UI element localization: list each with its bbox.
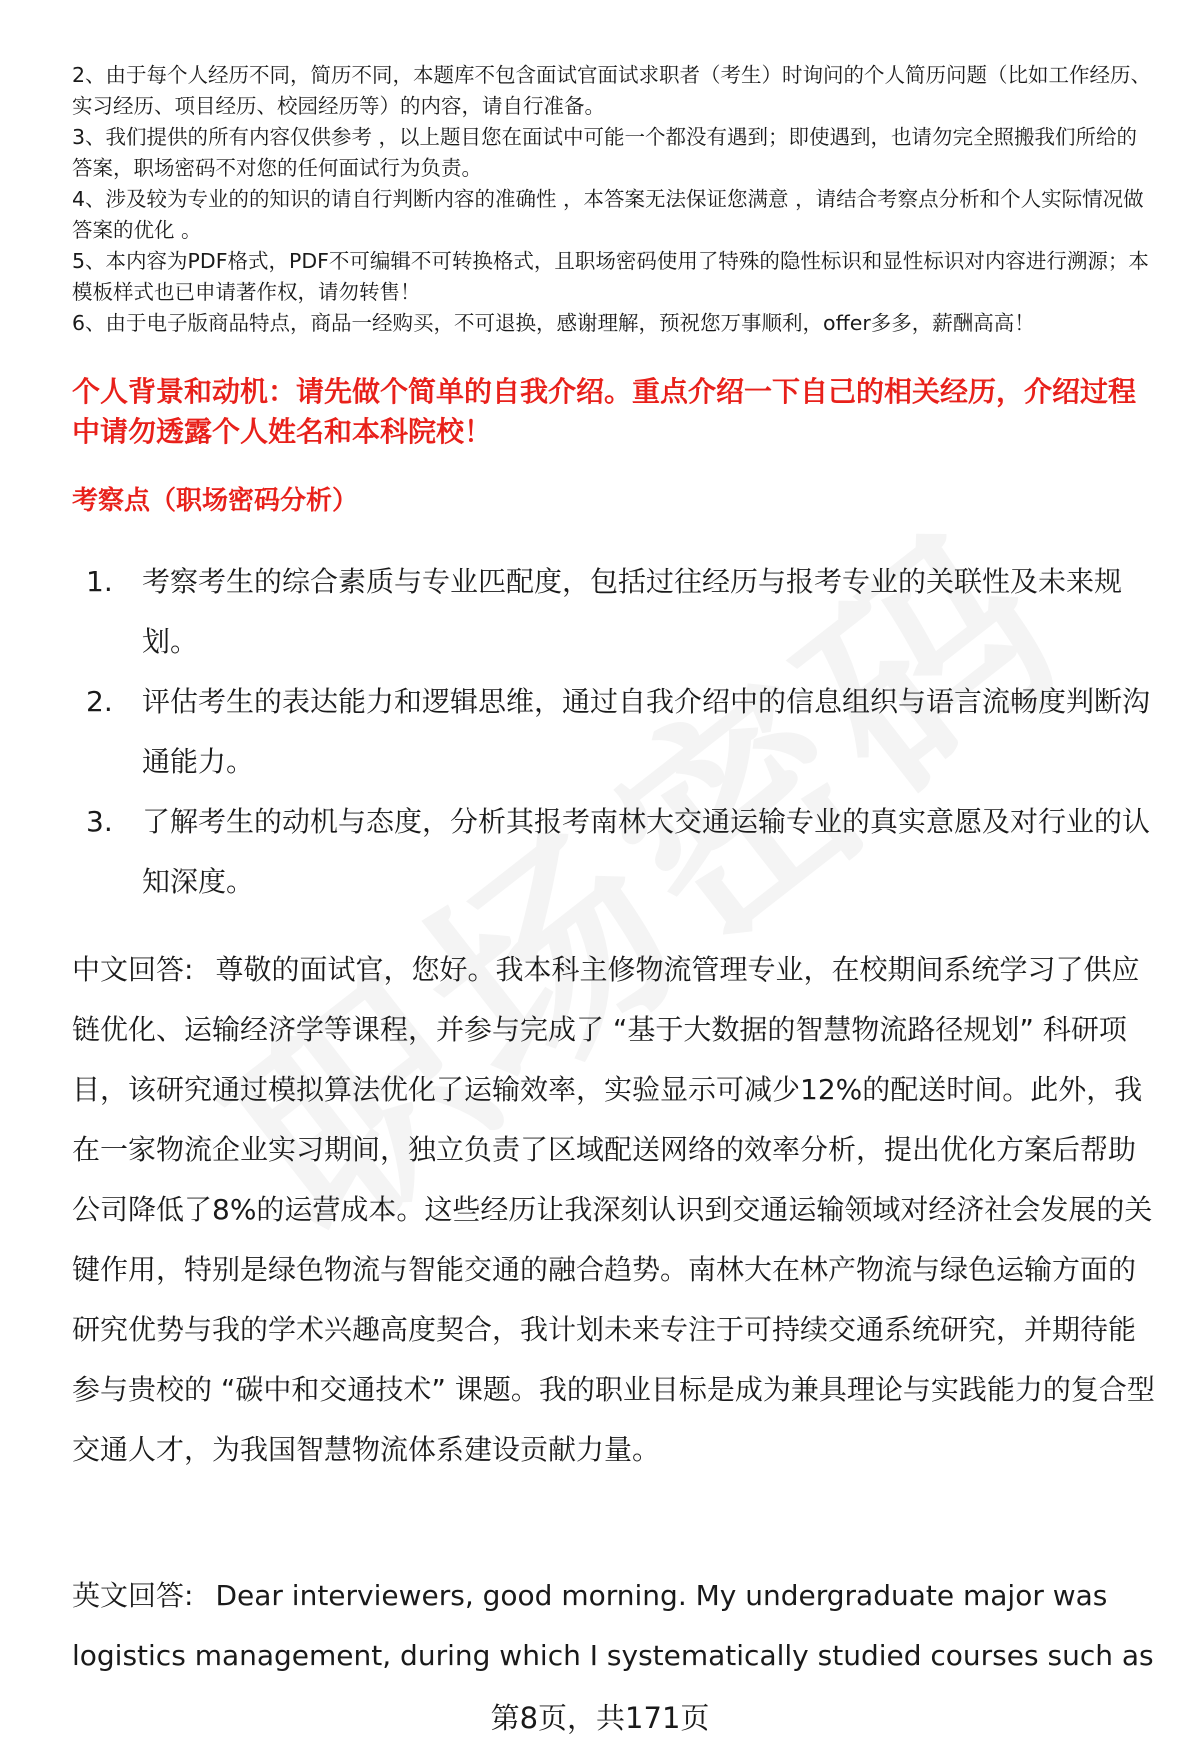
english-answer-text: Dear interviewers, good morning. My undergraduate major was logistics management, during which I systematically studied courses such as [72, 1579, 1154, 1672]
english-answer-label: 英文回答: [72, 1579, 194, 1612]
point-text: 评估考生的表达能力和逻辑思维，通过自我介绍中的信息组织与语言流畅度判断沟通能力。 [142, 685, 1151, 778]
question-heading: 个人背景和动机：请先做个简单的自我介绍。重点介绍一下自己的相关经历，介绍过程中请勿透露个人姓名和本科院校！ [72, 375, 1137, 448]
chinese-answer [72, 940, 1157, 1480]
notes-section [72, 60, 1157, 339]
analysis-point [72, 792, 1157, 912]
analysis-point [72, 672, 1157, 792]
analysis-title: 考察点（职场密码分析） [72, 486, 359, 516]
point-text: 了解考生的动机与态度，分析其报考南林大交通运输专业的真实意愿及对行业的认知深度。 [142, 805, 1151, 898]
note-item: 6、由于电子版商品特点，商品一经购买，不可退换，感谢理解，预祝您万事顺利，offer多多，薪酬高高！ [72, 311, 1035, 335]
chinese-answer-label: 中文回答: [72, 953, 194, 986]
point-number: 1. [86, 565, 113, 598]
note-item: 2、由于每个人经历不同，简历不同，本题库不包含面试官面试求职者（考生）时询问的个人简历问题（比如工作经历、实习经历、项目经历、校园经历等）的内容，请自行准备。 [72, 63, 1152, 118]
point-text: 考察考生的综合素质与专业匹配度，包括过往经历与报考专业的关联性及未来规划。 [142, 565, 1123, 658]
point-number: 2. [86, 685, 113, 718]
analysis-points-list [72, 552, 1157, 912]
page-footer: 第8页，共171页 [490, 1701, 710, 1735]
english-answer [72, 1566, 1157, 1686]
note-item: 3、我们提供的所有内容仅供参考 ，以上题目您在面试中可能一个都没有遇到；即使遇到，也请勿完全照搬我们所给的答案，职场密码不对您的任何面试行为负责。 [72, 125, 1138, 180]
analysis-point [72, 552, 1157, 672]
chinese-answer-text: 尊敬的面试官，您好。我本科主修物流管理专业，在校期间系统学习了供应链优化、运输经济学等课程，并参与完成了 “基于大数据的智慧物流路径规划” 科研项目，该研究通过模拟算法优化了运输效率，实验显示可减少12%的配送时间。此外，我在一家物流企业实习期间，独立负责了区域配送网络的效率分析，提出优化方案后帮助公司降低了8%的运营成本。这些经历让我深刻认识到交通运输领域对经济社会发展的关键作用，特别是绿色物流与智能交通的融合趋势。南林大在林产物流与绿色运输方面的研究优势与我的学术兴趣高度契合，我计划未来专注于可持续交通系统研究，并期待能参与贵校的 “碳中和交通技术” 课题。我的职业目标是成为兼具理论与实践能力的复合型交通人才，为我国智慧物流体系建设贡献力量。 [72, 953, 1155, 1466]
note-item: 4、涉及较为专业的的知识的请自行判断内容的准确性 ，本答案无法保证您满意 ，请结合考察点分析和个人实际情况做答案的优化 。 [72, 187, 1144, 242]
note-item: 5、本内容为PDF格式，PDF不可编辑不可转换格式，且职场密码使用了特殊的隐性标识和显性标识对内容进行溯源；本模板样式也已申请著作权，请勿转售！ [72, 249, 1149, 304]
point-number: 3. [86, 805, 113, 838]
